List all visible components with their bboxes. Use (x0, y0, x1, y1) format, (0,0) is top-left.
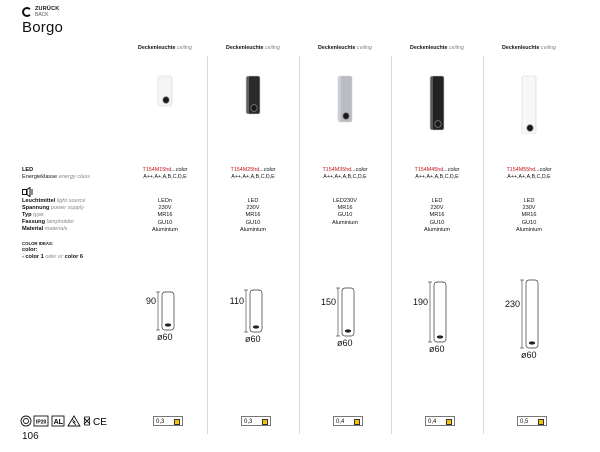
dimension-drawing (391, 280, 483, 346)
energy-class-value: A++,A+,A,B,C,D,E (507, 174, 551, 180)
package-color-swatch (538, 419, 544, 425)
product-code: T154M35hd...color (322, 167, 368, 173)
spec-values (123, 198, 207, 234)
dimension-diameter: ø60 (157, 332, 173, 342)
lamp-photo (391, 74, 483, 134)
color-ideas-block (22, 240, 83, 261)
color-label: color: (22, 247, 38, 254)
product-code: T154M25hd...color (230, 167, 276, 173)
spec-value: MR16 (337, 205, 353, 212)
driver-warning-icon (68, 416, 80, 426)
spec-value: LED (431, 198, 443, 204)
packaging-volume (425, 416, 455, 427)
dimension-diameter: ø60 (337, 338, 353, 348)
color-options: - color 1 oder or color 6 (22, 254, 83, 261)
spec-value: GU10 (245, 219, 261, 226)
package-icon (333, 416, 363, 426)
dimension-diameter: ø60 (429, 344, 445, 354)
back-label: ZURÜCK (35, 6, 60, 12)
dimension-drawing (299, 286, 391, 340)
product-code: T154M45hd...color (414, 167, 460, 173)
product-column (299, 0, 391, 425)
spec-value: GU10 (429, 219, 445, 226)
package-value: 0,4 (336, 418, 345, 425)
package-color-swatch (174, 419, 180, 425)
energy-class-value: A++,A+,A,B,C,D,E (323, 174, 367, 180)
led-label: LED (22, 167, 34, 173)
spec-value: Aluminium (423, 226, 451, 233)
energy-class-value: A++,A+,A,B,C,D,E (143, 174, 187, 180)
package-color-swatch (446, 419, 452, 425)
dimension-drawing (123, 290, 207, 334)
spec-value: LED (247, 198, 259, 204)
back-arrow-icon (22, 7, 32, 17)
package-color-swatch (354, 419, 360, 425)
ce-mark: CE (93, 417, 107, 428)
package-value: 0,5 (520, 418, 529, 425)
spec-value: GU10 (337, 212, 353, 219)
column-heading: Deckenleuchte ceiling (502, 45, 556, 51)
page-title: Borgo (22, 19, 64, 36)
product-column (483, 0, 575, 425)
column-heading: Deckenleuchte ceiling (138, 45, 192, 51)
product-code: T154M55hd...color (506, 167, 552, 173)
spec-values (391, 198, 483, 234)
color-ideas-title: COLOR IDEAS: (22, 241, 54, 246)
spec-value: Aluminium (239, 226, 267, 233)
spec-value: MR16 (429, 212, 445, 219)
lamp-photo (299, 74, 391, 134)
spec-value: LED (523, 198, 535, 204)
type-label: Typ type (22, 212, 44, 219)
svg-text:IP20: IP20 (36, 419, 47, 426)
spec-value: MR16 (521, 212, 537, 219)
energy-class-value: A++,A+,A,B,C,D,E (415, 174, 459, 180)
recycle-icon (84, 417, 90, 425)
spec-value: Aluminium (151, 226, 179, 233)
spec-values (483, 198, 575, 234)
energy-class-value: A++,A+,A,B,C,D,E (231, 174, 275, 180)
lamp-photo (123, 74, 207, 134)
package-icon (425, 416, 455, 426)
package-value: 0,3 (244, 418, 253, 425)
spec-value: GU10 (157, 219, 173, 226)
dimension-diameter: ø60 (245, 334, 261, 344)
package-color-swatch (262, 419, 268, 425)
dimension-drawing (207, 288, 299, 336)
dimension-height: 90 (145, 296, 156, 306)
light-source-label: Leuchtmittel light source (22, 198, 86, 204)
page-number: 106 (22, 431, 39, 442)
spec-values (299, 198, 391, 227)
packaging-volume (153, 416, 183, 427)
spec-value: LEDn (158, 198, 172, 204)
power-label: Spannung power supply (22, 205, 84, 212)
spec-value: 230V (522, 205, 536, 212)
dimension-diameter: ø60 (521, 350, 537, 360)
spec-value: 230V (246, 205, 260, 212)
lamp-photo (483, 74, 575, 134)
spec-value: GU10 (521, 219, 537, 226)
energy-label-block (22, 167, 90, 181)
product-code: T154M15hd...color (142, 167, 188, 173)
package-value: 0,3 (156, 418, 165, 425)
back-sub-label: BACK (35, 12, 49, 18)
spec-value: Aluminium (515, 226, 543, 233)
dimension-height: 150 (320, 297, 336, 307)
dimension-height: 190 (412, 297, 428, 307)
dimension-drawing (483, 278, 575, 352)
product-column (207, 0, 299, 425)
lamp-photo (207, 74, 299, 134)
spec-value: 230V (158, 205, 172, 212)
certification-row (20, 414, 140, 428)
spec-value: LED230V (333, 198, 357, 204)
package-icon (517, 416, 547, 426)
column-heading: Deckenleuchte ceiling (318, 45, 372, 51)
class-ii-icon (21, 416, 31, 426)
energy-label: Energieklasse energy class (22, 174, 91, 181)
dimension-height: 230 (504, 299, 520, 309)
dimension-height: 110 (229, 296, 244, 306)
spec-value: MR16 (245, 212, 261, 219)
product-column (391, 0, 483, 425)
spec-value: MR16 (157, 212, 173, 219)
spec-labels (22, 198, 85, 233)
column-heading: Deckenleuchte ceiling (226, 45, 280, 51)
package-icon (241, 416, 271, 426)
lampholder-label: Fassung lampholder (22, 219, 75, 226)
back-button[interactable] (22, 6, 82, 20)
spec-value: 230V (430, 205, 444, 212)
material-label: Material materials (22, 226, 68, 233)
packaging-volume (517, 416, 547, 427)
spec-values (207, 198, 299, 234)
product-column (123, 0, 207, 425)
column-heading: Deckenleuchte ceiling (410, 45, 464, 51)
spec-value: Aluminium (331, 219, 359, 226)
svg-text:AL: AL (53, 419, 63, 426)
packaging-volume (333, 416, 363, 427)
package-value: 0,4 (428, 418, 437, 425)
package-icon (153, 416, 183, 426)
dimmable-icon (22, 184, 34, 194)
packaging-volume (241, 416, 271, 427)
